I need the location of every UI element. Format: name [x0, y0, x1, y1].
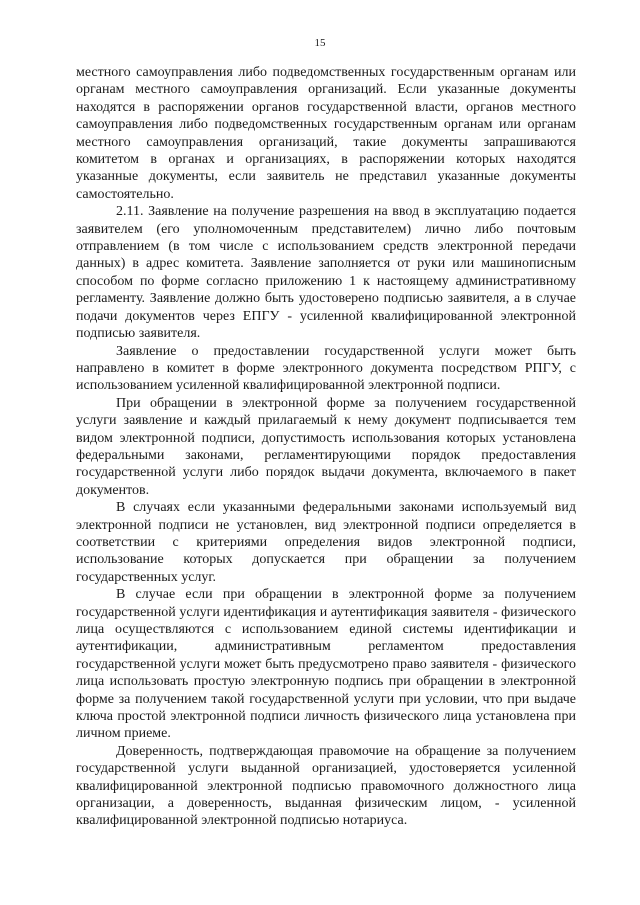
paragraph-6: В случае если при обращении в электронной форме за получением государственной услуги идентификация и аутентификация заявителя - физического лица осуществляются с использованием единой системы идентификации и аутентификации, административным регламентом предоставления государственной услуги может быть предусмотрено право заявителя - физического лица использовать простую электронную подпись при обращении в электронной форме за получением такой государственной услуги при условии, что при выдаче ключа простой электронной подписи личность физического лица установлена при личном приеме. [76, 587, 576, 742]
paragraph-3: Заявление о предоставлении государственной услуги может быть направлено в комитет в форме электронного документа посредством РПГУ, с использованием усиленной квалифицированной электронной подписи. [76, 343, 576, 394]
paragraph-4: При обращении в электронной форме за получением государственной услуги заявление и каждый прилагаемый к нему документ подписывается тем видом электронной подписи, допустимость использования которых установлена федеральными законами, регламентирующими порядок предоставления государственной услуги либо порядок выдачи документа, включаемого в пакет документов. [76, 395, 576, 498]
page-number: 15 [314, 37, 326, 49]
paragraph-7: Доверенность, подтверждающая правомочие на обращение за получением государственной услуги выданной организацией, удостоверяется усиленной квалифицированной электронной подписью правомочного должностного лица организации, а доверенность, выданная физическим лицом, - усиленной квалифицированной электронной подписью нотариуса. [76, 743, 576, 829]
paragraph-2: 2.11. Заявление на получение разрешения на ввод в эксплуатацию подается заявителем (его уполномоченным представителем) лично либо почтовым отправлением (в том числе с использованием средств электронной передачи данных) в адрес комитета. Заявление заполняется от руки или машинописным способом по форме согласно приложению 1 к настоящему административному регламенту. Заявление должно быть удостоверено подписью заявителя, а в случае подачи документов через ЕПГУ - усиленной квалифицированной электронной подписью заявителя. [76, 204, 576, 342]
paragraph-5: В случаях если указанными федеральными законами используемый вид электронной подписи не установлен, вид электронной подписи определяется в соответствии с критериями определения видов электронной подписи, использование которых допускается при обращении за получением государственных услуг. [76, 500, 576, 585]
paragraph-1: местного самоуправления либо подведомственных государственным органам или органам местного самоуправления организаций. Если указанные документы находятся в распоряжении органов государственной власти, органов местного самоуправления либо подведомственных государственным органам или органам местного самоуправления организаций, такие документы запрашиваются комитетом в органах и организациях, в распоряжении которых находятся указанные документы, если заявитель не представил указанные документы самостоятельно. [76, 65, 576, 202]
document-body [76, 64, 576, 830]
